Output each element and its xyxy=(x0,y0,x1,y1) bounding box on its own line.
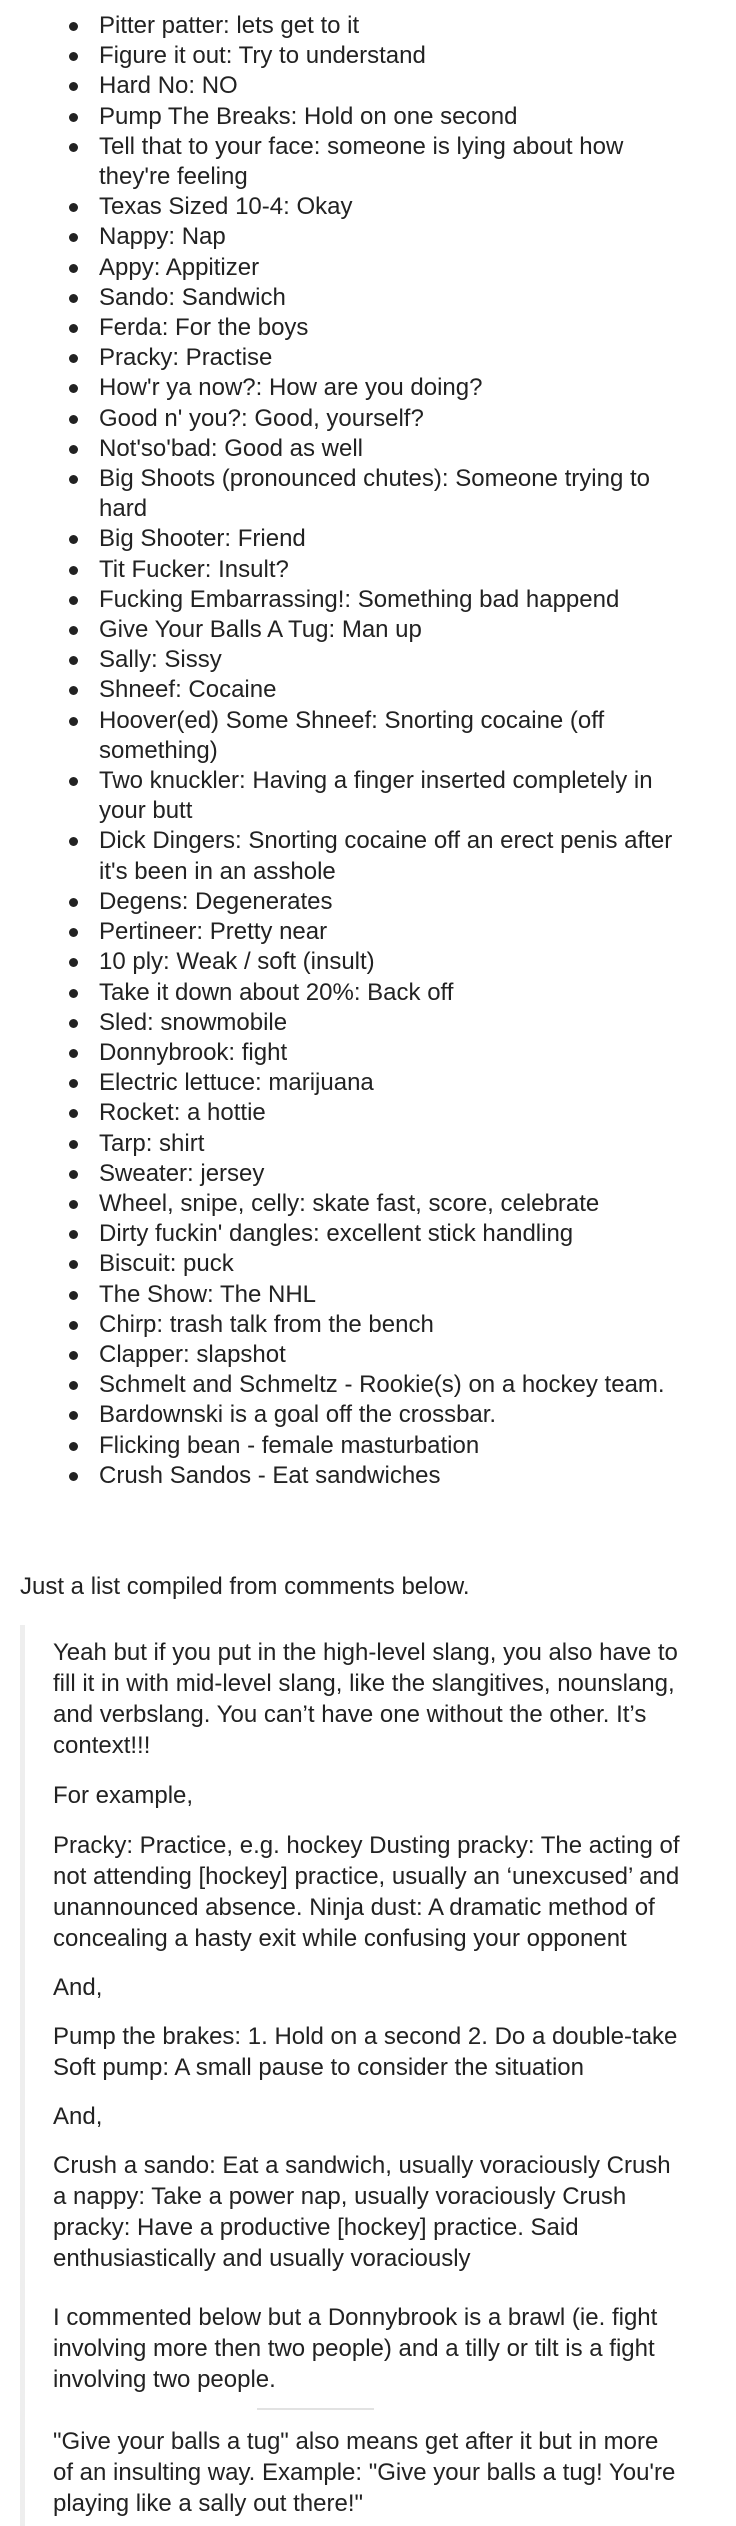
list-item xyxy=(0,434,736,464)
list-item-text: Crush Sandos - Eat sandwiches xyxy=(99,1461,441,1489)
bullet-icon xyxy=(69,717,78,726)
list-item-text: Dirty fuckin' dangles: excellent stick handling xyxy=(99,1220,574,1248)
list-item xyxy=(0,343,736,373)
bullet-icon xyxy=(69,264,78,273)
bullet-icon xyxy=(69,1291,78,1300)
bullet-icon xyxy=(69,143,78,152)
list-item-text: Fucking Embarrassing!: Something bad happend xyxy=(99,585,620,613)
list-item-text: Wheel, snipe, celly: skate fast, score, celebrate xyxy=(99,1189,600,1217)
list-item xyxy=(0,1370,736,1400)
bullet-icon xyxy=(69,294,78,303)
bullet-icon xyxy=(69,1109,78,1118)
bullet-icon xyxy=(69,1381,78,1390)
list-item xyxy=(0,524,736,554)
list-item xyxy=(0,1159,736,1189)
list-item xyxy=(0,555,736,585)
list-item xyxy=(0,826,736,886)
list-item-text: Ferda: For the boys xyxy=(99,314,309,342)
list-item-text: Schmelt and Schmeltz - Rookie(s) on a hockey team. xyxy=(99,1371,665,1399)
intro-text: Just a list compiled from comments below. xyxy=(20,1573,470,1600)
bullet-icon xyxy=(69,928,78,937)
quote-paragraph: Pracky: Practice, e.g. hockey Dusting pracky: The acting of not attending [hockey] practice, usually an ‘unexcused’ and unannounced absence. Ninja dust: A dramatic method of concealing a hasty exit while confusing your opponent xyxy=(53,1832,680,1952)
list-item xyxy=(0,1280,736,1310)
list-item xyxy=(0,253,736,283)
bullet-icon xyxy=(69,1442,78,1451)
list-item xyxy=(0,645,736,675)
list-item-text: Tarp: shirt xyxy=(99,1129,205,1157)
bullet-icon xyxy=(69,445,78,454)
bullet-icon xyxy=(69,1200,78,1209)
list-item xyxy=(0,132,736,192)
list-item-text: Donnybrook: fight xyxy=(99,1038,288,1066)
blockquote xyxy=(20,1625,730,2526)
list-item-text: Sled: snowmobile xyxy=(99,1008,288,1036)
list-item-text: Degens: Degenerates xyxy=(99,887,333,915)
list-item-text: Rocket: a hottie xyxy=(99,1099,266,1127)
bullet-icon xyxy=(69,535,78,544)
list-item xyxy=(0,102,736,132)
list-item-text: Not'so'bad: Good as well xyxy=(99,434,363,462)
list-item xyxy=(0,222,736,252)
list-item-text: Two knuckler: Having a finger inserted completely in your butt xyxy=(99,767,653,825)
bullet-icon xyxy=(69,566,78,575)
list-item xyxy=(0,917,736,947)
bullet-icon xyxy=(69,1079,78,1088)
list-item xyxy=(0,192,736,222)
list-item xyxy=(0,1340,736,1370)
list-item-text: Figure it out: Try to understand xyxy=(99,42,426,70)
list-item xyxy=(0,978,736,1008)
list-item xyxy=(0,947,736,977)
list-item xyxy=(0,1129,736,1159)
list-item-text: Electric lettuce: marijuana xyxy=(99,1069,374,1097)
list-item-text: Pump The Breaks: Hold on one second xyxy=(99,102,518,130)
list-item-text: Sando: Sandwich xyxy=(99,283,286,311)
list-item xyxy=(0,404,736,434)
list-item xyxy=(0,706,736,766)
list-item-text: 10 ply: Weak / soft (insult) xyxy=(99,948,375,976)
quote-paragraph: "Give your balls a tug" also means get after it but in more of an insulting way. Example: "Give your balls a tug! You're playing like a sally out there!" xyxy=(53,2428,676,2517)
quote-paragraph: For example, xyxy=(53,1782,194,1809)
list-item-text: Dick Dingers: Snorting cocaine off an erect penis after it's been in an asshole xyxy=(99,827,673,885)
list-item-text: Hard No: NO xyxy=(99,72,238,100)
list-item xyxy=(0,313,736,343)
bullet-icon xyxy=(69,324,78,333)
bullet-icon xyxy=(69,203,78,212)
list-item xyxy=(0,1310,736,1340)
quote-paragraph: I commented below but a Donnybrook is a brawl (ie. fight involving more then two people) and a tilly or tilt is a fight involving two people. xyxy=(53,2304,658,2393)
list-item-text: Pertineer: Pretty near xyxy=(99,918,328,946)
quote-paragraph: Pump the brakes: 1. Hold on a second 2. Do a double-take Soft pump: A small pause to consider the situation xyxy=(53,2023,678,2081)
quote-paragraph: And, xyxy=(53,2103,103,2130)
bullet-icon xyxy=(69,1049,78,1058)
list-item-text: Good n' you?: Good, yourself? xyxy=(99,404,424,432)
bullet-icon xyxy=(69,1411,78,1420)
list-item-text: Tell that to your face: someone is lying about how they're feeling xyxy=(99,132,624,191)
list-item xyxy=(0,11,736,41)
bullet-icon xyxy=(69,52,78,61)
bullet-icon xyxy=(69,1321,78,1330)
list-item-text: Flicking bean - female masturbation xyxy=(99,1431,480,1459)
list-item-text: Take it down about 20%: Back off xyxy=(99,978,454,1006)
bullet-icon xyxy=(69,82,78,91)
bullet-icon xyxy=(69,1260,78,1269)
list-item xyxy=(0,675,736,705)
bullet-icon xyxy=(69,626,78,635)
bullet-icon xyxy=(69,1351,78,1360)
list-item-text: Sally: Sissy xyxy=(99,646,222,674)
bullet-icon xyxy=(69,415,78,424)
list-item xyxy=(0,1249,736,1279)
bullet-icon xyxy=(69,113,78,122)
list-item xyxy=(0,1098,736,1128)
list-item-text: Nappy: Nap xyxy=(99,223,226,251)
slang-list xyxy=(0,11,736,1491)
divider xyxy=(257,2408,374,2410)
bullet-icon xyxy=(69,233,78,242)
bullet-icon xyxy=(69,475,78,484)
bullet-icon xyxy=(69,354,78,363)
bullet-icon xyxy=(69,686,78,695)
list-item-text: Big Shooter: Friend xyxy=(99,525,306,553)
bullet-icon xyxy=(69,1170,78,1179)
list-item xyxy=(0,1068,736,1098)
list-item-text: Big Shoots (pronounced chutes): Someone trying to hard xyxy=(99,465,650,523)
list-item-text: Tit Fucker: Insult? xyxy=(99,555,289,583)
bullet-icon xyxy=(69,596,78,605)
list-item xyxy=(0,887,736,917)
list-item xyxy=(0,283,736,313)
list-item-text: Shneef: Cocaine xyxy=(99,676,277,704)
list-item xyxy=(0,41,736,71)
list-item xyxy=(0,1038,736,1068)
list-item xyxy=(0,373,736,403)
list-item-text: The Show: The NHL xyxy=(99,1280,316,1308)
bullet-icon xyxy=(69,1019,78,1028)
quote-paragraph: And, xyxy=(53,1974,103,2001)
bullet-icon xyxy=(69,958,78,967)
list-item xyxy=(0,1400,736,1430)
list-item-text: Biscuit: puck xyxy=(99,1250,234,1278)
list-item-text: Give Your Balls A Tug: Man up xyxy=(99,616,422,644)
bullet-icon xyxy=(69,1230,78,1239)
bullet-icon xyxy=(69,837,78,846)
bullet-icon xyxy=(69,384,78,393)
bullet-icon xyxy=(69,22,78,31)
list-item xyxy=(0,464,736,524)
bullet-icon xyxy=(69,989,78,998)
list-item-text: Bardownski is a goal off the crossbar. xyxy=(99,1401,497,1429)
list-item xyxy=(0,1461,736,1491)
list-item xyxy=(0,1431,736,1461)
list-item xyxy=(0,1219,736,1249)
list-item xyxy=(0,71,736,101)
list-item xyxy=(0,766,736,826)
list-item xyxy=(0,1189,736,1219)
bullet-icon xyxy=(69,777,78,786)
list-item-text: How'r ya now?: How are you doing? xyxy=(99,374,483,402)
list-item-text: Hoover(ed) Some Shneef: Snorting cocaine (off something) xyxy=(99,706,605,764)
list-item xyxy=(0,615,736,645)
quote-paragraph: Yeah but if you put in the high-level slang, you also have to fill it in with mid-level slang, like the slangitives, nounslang, and verbslang. You can’t have one without the other. It’s context!!! xyxy=(53,1639,678,1759)
list-item-text: Pracky: Practise xyxy=(99,344,273,372)
quote-paragraph: Crush a sando: Eat a sandwich, usually voraciously Crush a nappy: Take a power nap, usually voraciously Crush pracky: Have a productive [hockey] practice. Said enthusiastically and usually voraciously xyxy=(53,2152,671,2272)
bullet-icon xyxy=(69,898,78,907)
list-item-text: Clapper: slapshot xyxy=(99,1340,286,1368)
bullet-icon xyxy=(69,1140,78,1149)
list-item xyxy=(0,1008,736,1038)
list-item xyxy=(0,585,736,615)
list-item-text: Texas Sized 10-4: Okay xyxy=(99,193,353,221)
list-item-text: Chirp: trash talk from the bench xyxy=(99,1310,434,1338)
list-item-text: Appy: Appitizer xyxy=(99,253,260,281)
list-item-text: Pitter patter: lets get to it xyxy=(99,12,360,39)
bullet-icon xyxy=(69,1472,78,1481)
bullet-icon xyxy=(69,656,78,665)
list-item-text: Sweater: jersey xyxy=(99,1159,265,1187)
